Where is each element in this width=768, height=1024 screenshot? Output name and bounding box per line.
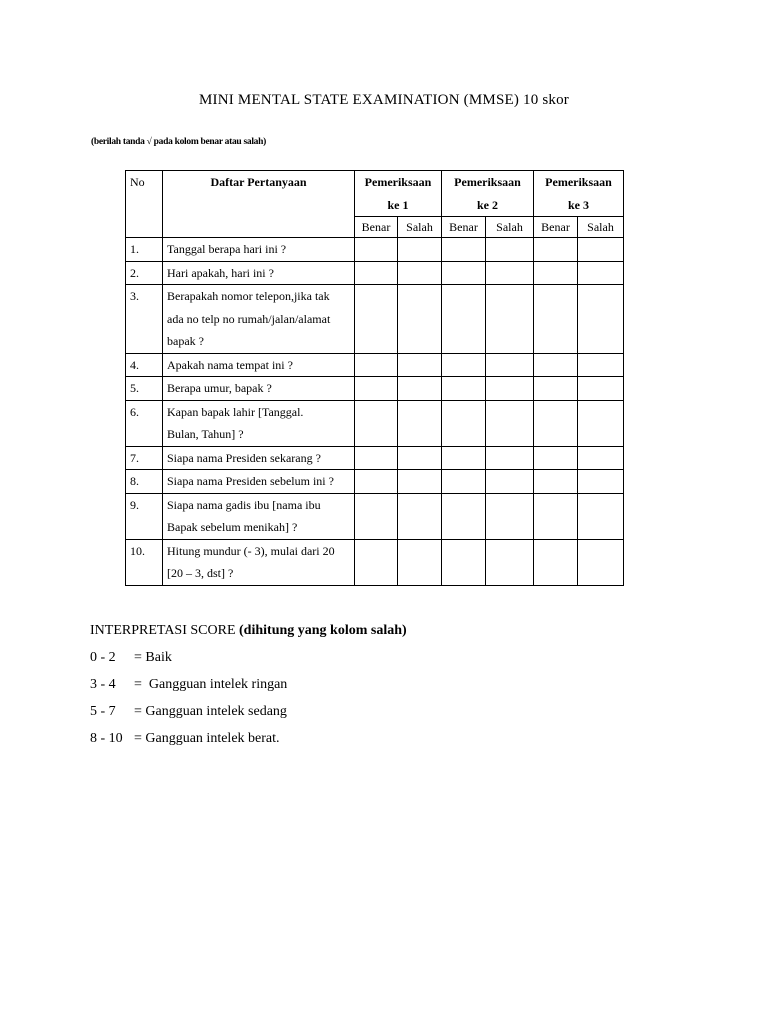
exam-1-salah-header: Salah xyxy=(398,217,442,238)
exam-1-header xyxy=(355,171,442,217)
row-number: 8. xyxy=(126,470,163,494)
exam-3-salah-cell[interactable] xyxy=(578,377,624,401)
exam-1-benar-cell[interactable] xyxy=(355,377,398,401)
table-row xyxy=(126,446,624,470)
interpretation-item xyxy=(90,725,407,752)
question-line: Siapa nama gadis ibu [nama ibu xyxy=(167,497,321,512)
score-range: 5 - 7 xyxy=(90,704,116,719)
interpretation-section xyxy=(90,617,407,752)
question-line: Siapa nama Presiden sekarang ? xyxy=(167,450,321,465)
table-row xyxy=(126,238,624,262)
exam-1-benar-cell[interactable] xyxy=(355,493,398,539)
question-line: Tanggal berapa hari ini ? xyxy=(167,242,287,256)
score-meaning: = Gangguan intelek sedang xyxy=(134,704,287,719)
table-row xyxy=(126,353,624,377)
table-row xyxy=(126,493,624,539)
question-line: Hari apakah, hari ini ? xyxy=(167,265,274,280)
row-number: 3. xyxy=(126,285,163,354)
score-meaning: = Gangguan intelek ringan xyxy=(134,677,288,692)
exam-3-benar-cell[interactable] xyxy=(534,446,578,470)
interpretation-heading-bold: (dihitung yang kolom salah) xyxy=(239,623,407,638)
exam-2-benar-cell[interactable] xyxy=(442,285,486,354)
exam-3-benar-cell[interactable] xyxy=(534,377,578,401)
exam-2-benar-cell[interactable] xyxy=(442,446,486,470)
exam-1-benar-cell[interactable] xyxy=(355,353,398,377)
score-range: 3 - 4 xyxy=(90,677,116,692)
exam-2-salah-cell[interactable] xyxy=(486,238,534,262)
exam-2-salah-header: Salah xyxy=(486,217,534,238)
table-row xyxy=(126,470,624,494)
exam-3-salah-cell[interactable] xyxy=(578,446,624,470)
exam-2-header xyxy=(442,171,534,217)
row-question xyxy=(163,400,355,446)
exam-3-salah-cell[interactable] xyxy=(578,539,624,585)
exam-2-line2: ke 2 xyxy=(477,197,498,212)
exam-1-salah-cell[interactable] xyxy=(398,238,442,262)
interpretation-item xyxy=(90,644,407,671)
interpretation-heading-text: INTERPRETASI SCORE xyxy=(90,623,236,638)
exam-3-salah-cell[interactable] xyxy=(578,353,624,377)
exam-1-salah-cell[interactable] xyxy=(398,400,442,446)
exam-2-salah-cell[interactable] xyxy=(486,400,534,446)
question-line: Bulan, Tahun] ? xyxy=(167,427,244,441)
row-question xyxy=(163,285,355,354)
exam-3-benar-cell[interactable] xyxy=(534,353,578,377)
exam-1-salah-cell[interactable] xyxy=(398,470,442,494)
exam-1-salah-cell[interactable] xyxy=(398,261,442,285)
exam-3-salah-header: Salah xyxy=(578,217,624,238)
exam-1-benar-cell[interactable] xyxy=(355,261,398,285)
exam-1-salah-cell[interactable] xyxy=(398,353,442,377)
row-question xyxy=(163,353,355,377)
row-number: 5. xyxy=(126,377,163,401)
exam-3-benar-cell[interactable] xyxy=(534,493,578,539)
exam-3-salah-cell[interactable] xyxy=(578,261,624,285)
interpretation-item xyxy=(90,698,407,725)
exam-2-salah-cell[interactable] xyxy=(486,285,534,354)
exam-2-salah-cell[interactable] xyxy=(486,377,534,401)
exam-3-benar-cell[interactable] xyxy=(534,400,578,446)
exam-2-benar-cell[interactable] xyxy=(442,353,486,377)
row-question xyxy=(163,446,355,470)
exam-3-benar-cell[interactable] xyxy=(534,470,578,494)
exam-2-benar-cell[interactable] xyxy=(442,238,486,262)
exam-3-benar-cell[interactable] xyxy=(534,238,578,262)
exam-2-benar-cell[interactable] xyxy=(442,377,486,401)
exam-3-benar-cell[interactable] xyxy=(534,539,578,585)
exam-3-line2: ke 3 xyxy=(568,197,589,212)
exam-2-benar-cell[interactable] xyxy=(442,470,486,494)
question-line: Apakah nama tempat ini ? xyxy=(167,357,293,372)
question-line: [20 – 3, dst] ? xyxy=(167,566,234,580)
exam-3-benar-cell[interactable] xyxy=(534,261,578,285)
exam-1-benar-cell[interactable] xyxy=(355,238,398,262)
exam-1-benar-cell[interactable] xyxy=(355,400,398,446)
table-row xyxy=(126,377,624,401)
question-line: bapak ? xyxy=(167,334,204,348)
row-number: 1. xyxy=(126,238,163,262)
score-meaning: = Baik xyxy=(134,650,172,665)
exam-2-salah-cell[interactable] xyxy=(486,470,534,494)
table-row xyxy=(126,539,624,585)
score-range: 0 - 2 xyxy=(90,650,116,665)
question-line: Berapakah nomor telepon,jika tak xyxy=(167,289,330,303)
exam-3-salah-cell[interactable] xyxy=(578,470,624,494)
row-question xyxy=(163,493,355,539)
table-row xyxy=(126,261,624,285)
row-question xyxy=(163,377,355,401)
exam-3-salah-cell[interactable] xyxy=(578,400,624,446)
interpretation-heading xyxy=(90,617,407,644)
exam-1-line2: ke 1 xyxy=(387,197,409,212)
col-question-header: Daftar Pertanyaan xyxy=(163,171,355,238)
exam-2-benar-header: Benar xyxy=(442,217,486,238)
exam-1-benar-cell[interactable] xyxy=(355,285,398,354)
row-number: 9. xyxy=(126,493,163,539)
exam-2-benar-cell[interactable] xyxy=(442,261,486,285)
table-row xyxy=(126,285,624,354)
question-line: Kapan bapak lahir [Tanggal. xyxy=(167,404,304,419)
question-table xyxy=(125,170,624,586)
exam-2-salah-cell[interactable] xyxy=(486,261,534,285)
exam-3-benar-header: Benar xyxy=(534,217,578,238)
row-question xyxy=(163,539,355,585)
row-question xyxy=(163,238,355,262)
exam-2-benar-cell[interactable] xyxy=(442,400,486,446)
col-no-header: No xyxy=(126,171,163,238)
row-number: 4. xyxy=(126,353,163,377)
score-meaning: = Gangguan intelek berat. xyxy=(134,731,280,746)
question-line: Berapa umur, bapak ? xyxy=(167,381,272,395)
exam-2-salah-cell[interactable] xyxy=(486,539,534,585)
row-number: 10. xyxy=(126,539,163,585)
exam-1-salah-cell[interactable] xyxy=(398,285,442,354)
exam-1-salah-cell[interactable] xyxy=(398,539,442,585)
exam-1-line1: Pemeriksaan xyxy=(364,175,432,189)
question-line: Siapa nama Presiden sebelum ini ? xyxy=(167,474,334,488)
question-line: Hitung mundur (- 3), mulai dari 20 xyxy=(167,543,335,558)
exam-1-salah-cell[interactable] xyxy=(398,446,442,470)
exam-1-salah-cell[interactable] xyxy=(398,493,442,539)
exam-3-salah-cell[interactable] xyxy=(578,238,624,262)
exam-3-line1: Pemeriksaan xyxy=(545,175,612,189)
exam-1-benar-cell[interactable] xyxy=(355,446,398,470)
exam-1-salah-cell[interactable] xyxy=(398,377,442,401)
exam-3-salah-cell[interactable] xyxy=(578,285,624,354)
exam-3-header xyxy=(534,171,624,217)
exam-2-benar-cell[interactable] xyxy=(442,539,486,585)
exam-2-benar-cell[interactable] xyxy=(442,493,486,539)
question-line: Bapak sebelum menikah] ? xyxy=(167,520,298,534)
exam-3-salah-cell[interactable] xyxy=(578,493,624,539)
exam-1-benar-cell[interactable] xyxy=(355,470,398,494)
row-question xyxy=(163,470,355,494)
row-question xyxy=(163,261,355,285)
exam-2-salah-cell[interactable] xyxy=(486,446,534,470)
document-title: MINI MENTAL STATE EXAMINATION (MMSE) 10 skor xyxy=(199,92,569,108)
exam-1-benar-cell[interactable] xyxy=(355,539,398,585)
exam-3-benar-cell[interactable] xyxy=(534,285,578,354)
row-number: 6. xyxy=(126,400,163,446)
exam-1-benar-header: Benar xyxy=(355,217,398,238)
score-range: 8 - 10 xyxy=(90,731,123,746)
row-number: 7. xyxy=(126,446,163,470)
question-line: ada no telp no rumah/jalan/alamat xyxy=(167,311,331,326)
instruction-note: (berilah tanda √ pada kolom benar atau salah) xyxy=(91,137,266,147)
table-header-row xyxy=(126,171,624,217)
exam-2-salah-cell[interactable] xyxy=(486,493,534,539)
row-number: 2. xyxy=(126,261,163,285)
interpretation-item xyxy=(90,671,407,698)
exam-2-line1: Pemeriksaan xyxy=(454,175,521,189)
exam-2-salah-cell[interactable] xyxy=(486,353,534,377)
table-row xyxy=(126,400,624,446)
